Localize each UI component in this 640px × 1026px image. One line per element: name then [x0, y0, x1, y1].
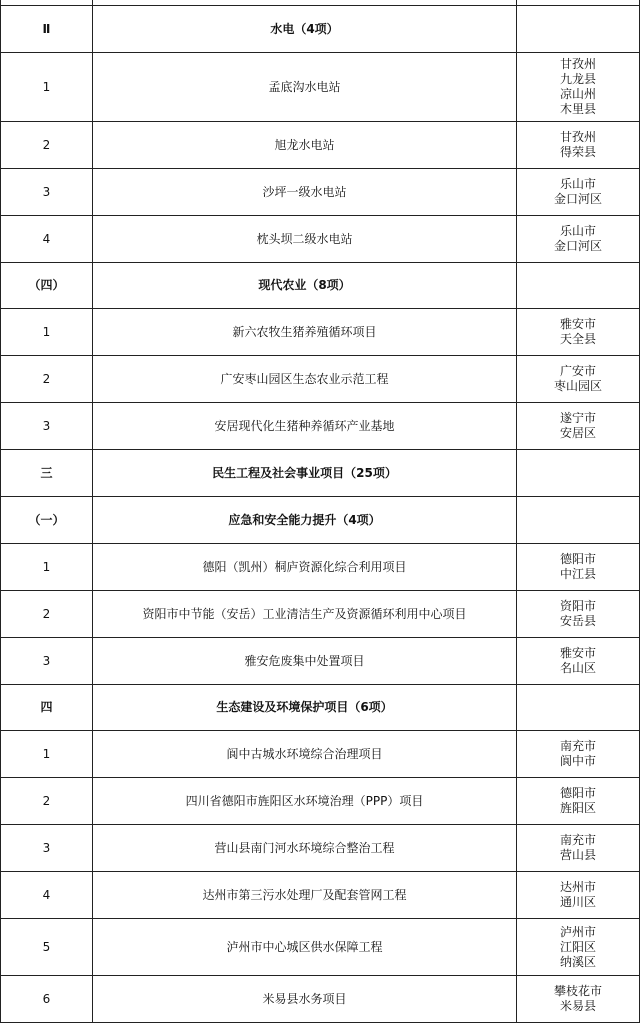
project-region: [517, 544, 640, 591]
section-row: [1, 685, 640, 731]
region-line: 达州市: [559, 880, 596, 894]
section-title: 应急和安全能力提升（4项）: [93, 497, 517, 544]
project-region: [517, 919, 640, 976]
region-line: 九龙县: [559, 72, 596, 86]
project-name: 沙坪一级水电站: [93, 169, 517, 216]
row-index: 1: [1, 544, 93, 591]
region-line: 泸州市: [559, 924, 596, 939]
region-line: 金口河区: [553, 192, 602, 206]
project-region: [517, 450, 640, 497]
project-name: 雅安危废集中处置项目: [93, 638, 517, 685]
row-index: 四: [1, 685, 93, 731]
row-index: 1: [1, 309, 93, 356]
project-region: [517, 169, 640, 216]
project-name: 泸州市中心城区供水保障工程: [93, 919, 517, 976]
table-row: [1, 403, 640, 450]
row-index: 5: [1, 919, 93, 976]
project-region: [517, 403, 640, 450]
region-line: 雅安市: [559, 646, 596, 660]
project-region: [517, 976, 640, 1023]
project-region: [517, 53, 640, 122]
region-line: 南充市: [559, 833, 596, 847]
project-name: 米易县水务项目: [93, 976, 517, 1023]
project-name: 安居现代化生猪种养循环产业基地: [93, 403, 517, 450]
region-line: 得荣县: [559, 145, 596, 159]
row-index: 三: [1, 450, 93, 497]
row-index: 2: [1, 591, 93, 638]
region-line: 名山区: [559, 661, 596, 675]
project-region: [517, 497, 640, 544]
region-line: 德阳市: [559, 786, 596, 800]
region-line: 甘孜州: [559, 57, 596, 71]
region-line: 旌阳区: [559, 801, 596, 815]
row-index: 3: [1, 825, 93, 872]
region-line: 南充市: [559, 739, 596, 753]
region-line: 通川区: [559, 895, 596, 909]
region-line: 德阳市: [559, 552, 596, 566]
project-name: 广安枣山园区生态农业示范工程: [93, 356, 517, 403]
project-region: [517, 872, 640, 919]
region-line: 营山县: [559, 848, 596, 862]
row-index: 3: [1, 403, 93, 450]
project-region: [517, 216, 640, 263]
project-region: [517, 6, 640, 53]
project-region: [517, 263, 640, 309]
project-region: [517, 309, 640, 356]
region-line: 广安市: [559, 364, 596, 378]
table-row: [1, 591, 640, 638]
region-line: 凉山州: [559, 87, 596, 101]
section-row: [1, 497, 640, 544]
row-index: Ⅱ: [1, 6, 93, 53]
project-name: 德阳（凯州）桐庐资源化综合利用项目: [93, 544, 517, 591]
table-row: [1, 731, 640, 778]
row-index: 2: [1, 356, 93, 403]
region-line: 枣山园区: [553, 379, 602, 393]
project-name: 阆中古城水环境综合治理项目: [93, 731, 517, 778]
row-index: 1: [1, 53, 93, 122]
region-line: 江阳区: [559, 939, 596, 954]
project-name: 资阳市中节能（安岳）工业清洁生产及资源循环利用中心项目: [93, 591, 517, 638]
region-line: 资阳市: [559, 599, 596, 613]
table-row: [1, 122, 640, 169]
region-line: 安居区: [559, 426, 596, 440]
project-name: 枕头坝二级水电站: [93, 216, 517, 263]
row-index: 6: [1, 976, 93, 1023]
table-row: [1, 919, 640, 976]
table-row: [1, 53, 640, 122]
region-line: 雅安市: [559, 317, 596, 331]
project-name: 旭龙水电站: [93, 122, 517, 169]
region-line: 金口河区: [553, 239, 602, 253]
region-line: 安岳县: [559, 614, 596, 628]
project-name: 新六农牧生猪养殖循环项目: [93, 309, 517, 356]
row-index: 2: [1, 122, 93, 169]
table-row: [1, 216, 640, 263]
region-line: 乐山市: [559, 224, 596, 238]
row-index: 4: [1, 216, 93, 263]
row-index: 3: [1, 638, 93, 685]
section-row: [1, 263, 640, 309]
section-title: 民生工程及社会事业项目（25项）: [93, 450, 517, 497]
region-line: 木里县: [559, 102, 596, 116]
project-region: [517, 591, 640, 638]
region-line: 米易县: [559, 999, 596, 1013]
region-line: 纳溪区: [559, 954, 596, 969]
section-title: 现代农业（8项）: [93, 263, 517, 309]
table-row: [1, 872, 640, 919]
region-line: 天全县: [559, 332, 596, 346]
table-row: [1, 356, 640, 403]
row-index: 2: [1, 778, 93, 825]
row-index: 4: [1, 872, 93, 919]
row-index: （一）: [1, 497, 93, 544]
project-region: [517, 356, 640, 403]
table-row: [1, 778, 640, 825]
project-region: [517, 731, 640, 778]
region-line: 中江县: [559, 567, 596, 581]
region-line: 甘孜州: [559, 130, 596, 144]
project-region: [517, 685, 640, 731]
table-row: [1, 169, 640, 216]
section-title: 生态建设及环境保护项目（6项）: [93, 685, 517, 731]
section-row: [1, 450, 640, 497]
region-line: 乐山市: [559, 177, 596, 191]
table-row: [1, 825, 640, 872]
project-region: [517, 638, 640, 685]
project-name: 营山县南门河水环境综合整治工程: [93, 825, 517, 872]
project-region: [517, 825, 640, 872]
row-index: 1: [1, 731, 93, 778]
project-table-body: [1, 0, 640, 1023]
project-name: 达州市第三污水处理厂及配套管网工程: [93, 872, 517, 919]
table-row: [1, 309, 640, 356]
project-region: [517, 122, 640, 169]
table-row: [1, 638, 640, 685]
project-region: [517, 778, 640, 825]
region-line: 阆中市: [559, 754, 596, 768]
region-line: 攀枝花市: [553, 984, 602, 998]
region-line: 遂宁市: [559, 411, 596, 425]
row-index: 3: [1, 169, 93, 216]
project-name: 孟底沟水电站: [93, 53, 517, 122]
table-row: [1, 544, 640, 591]
section-row: [1, 6, 640, 53]
section-title: 水电（4项）: [93, 6, 517, 53]
table-row: [1, 976, 640, 1023]
row-index: （四）: [1, 263, 93, 309]
project-name: 四川省德阳市旌阳区水环境治理（PPP）项目: [93, 778, 517, 825]
